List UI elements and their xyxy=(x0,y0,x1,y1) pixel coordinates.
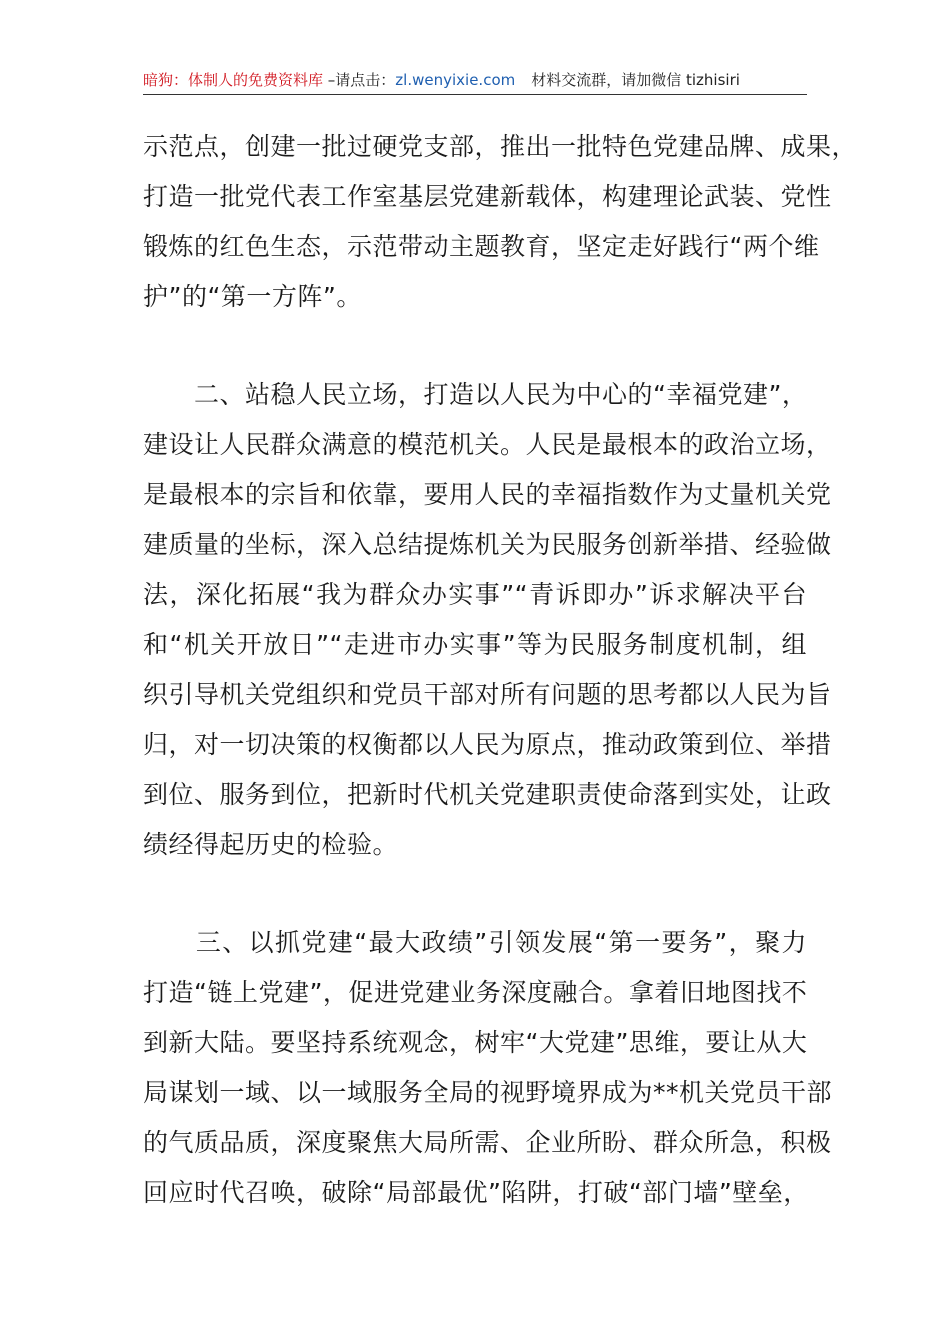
text-line: 护”的“第一方阵”。 xyxy=(143,282,362,311)
document-body xyxy=(143,122,858,1218)
text-line: 是最根本的宗旨和依靠，要用人民的幸福指数作为丈量机关党 xyxy=(143,480,832,509)
text-line: 绩经得起历史的检验。 xyxy=(143,830,399,859)
header-prompt: –请点击： xyxy=(323,71,396,89)
paragraph xyxy=(143,370,832,870)
text-line: 打造一批党代表工作室基层党建新载体，构建理论武装、党性 xyxy=(143,182,832,211)
text-line: 示范点，创建一批过硬党支部，推出一批特色党建品牌、成果， xyxy=(143,132,858,161)
text-line: 三、以抓党建“最大政绩”引领发展“第一要务”，聚力 xyxy=(143,928,807,957)
text-line: 归，对一切决策的权衡都以人民为原点，推动政策到位、举措 xyxy=(143,730,832,759)
paragraph xyxy=(143,122,858,322)
header-brand: 暗狗：体制人的免费资料库 xyxy=(143,71,324,89)
text-line: 建质量的坐标，深入总结提炼机关为民服务创新举措、经验做 xyxy=(143,530,832,559)
text-line: 局谋划一域、以一域服务全局的视野境界成为**机关党员干部 xyxy=(143,1078,833,1107)
page-header xyxy=(143,66,807,95)
text-line: 建设让人民群众满意的模范机关。人民是最根本的政治立场， xyxy=(143,430,832,459)
text-line: 的气质品质，深度聚焦大局所需、企业所盼、群众所急，积极 xyxy=(143,1128,832,1157)
text-line: 到位、服务到位，把新时代机关党建职责使命落到实处，让政 xyxy=(143,780,832,809)
text-line: 锻炼的红色生态，示范带动主题教育，坚定走好践行“两个维 xyxy=(143,232,820,261)
text-line: 和“机关开放日”“走进市办实事”等为民服务制度机制，组 xyxy=(143,630,807,659)
header-site-link[interactable]: zl.wenyixie.com xyxy=(395,71,516,89)
header-contact: 材料交流群，请加微信 tizhisiri xyxy=(531,71,740,89)
text-line: 织引导机关党组织和党员干部对所有问题的思考都以人民为旨 xyxy=(143,680,832,709)
text-line: 打造“链上党建”，促进党建业务深度融合。拿着旧地图找不 xyxy=(143,978,808,1007)
paragraph xyxy=(143,918,833,1218)
text-line: 法，深化拓展“我为群众办实事”“青诉即办”诉求解决平台 xyxy=(143,580,807,609)
text-line: 到新大陆。要坚持系统观念，树牢“大党建”思维，要让从大 xyxy=(143,1028,808,1057)
text-line: 二、站稳人民立场，打造以人民为中心的“幸福党建”， xyxy=(143,380,808,409)
text-line: 回应时代召唤，破除“局部最优”陷阱，打破“部门墙”壁垒， xyxy=(143,1178,809,1207)
